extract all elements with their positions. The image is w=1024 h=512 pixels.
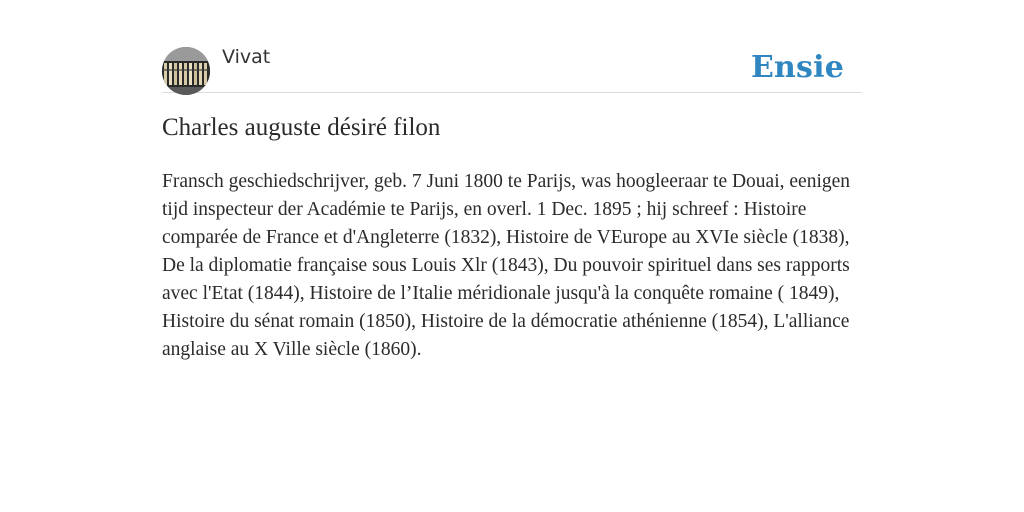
article-body: Fransch geschiedschrijver, geb. 7 Juni 1800 te Parijs, was hoogleeraar te Douai, eenigen tijd inspecteur der Académie te Parijs, en overl. 1 Dec. 1895 ; hij schreef : Histoire comparée de France et d'Angleterre (1832), Histoire de VEurope au XVIe siècle (1838), De la diplomatie française sous Louis Xlr (1843), Du pouvoir spirituel dans ses rapports avec l'Etat (1844), Histoire de l’Italie méridionale jusqu'à la conquête romaine ( 1849), Histoire du sénat romain (1850), Histoire de la démocratie athénienne (1854), L'alliance anglaise au X Ville siècle (1860). <box>162 171 851 360</box>
article-title: Charles auguste désiré filon <box>162 114 441 141</box>
header <box>162 44 862 93</box>
username-link[interactable]: Vivat <box>222 46 271 68</box>
brand-logo-link[interactable]: Ensie <box>750 50 844 85</box>
book-spines-avatar-icon[interactable] <box>162 47 210 95</box>
